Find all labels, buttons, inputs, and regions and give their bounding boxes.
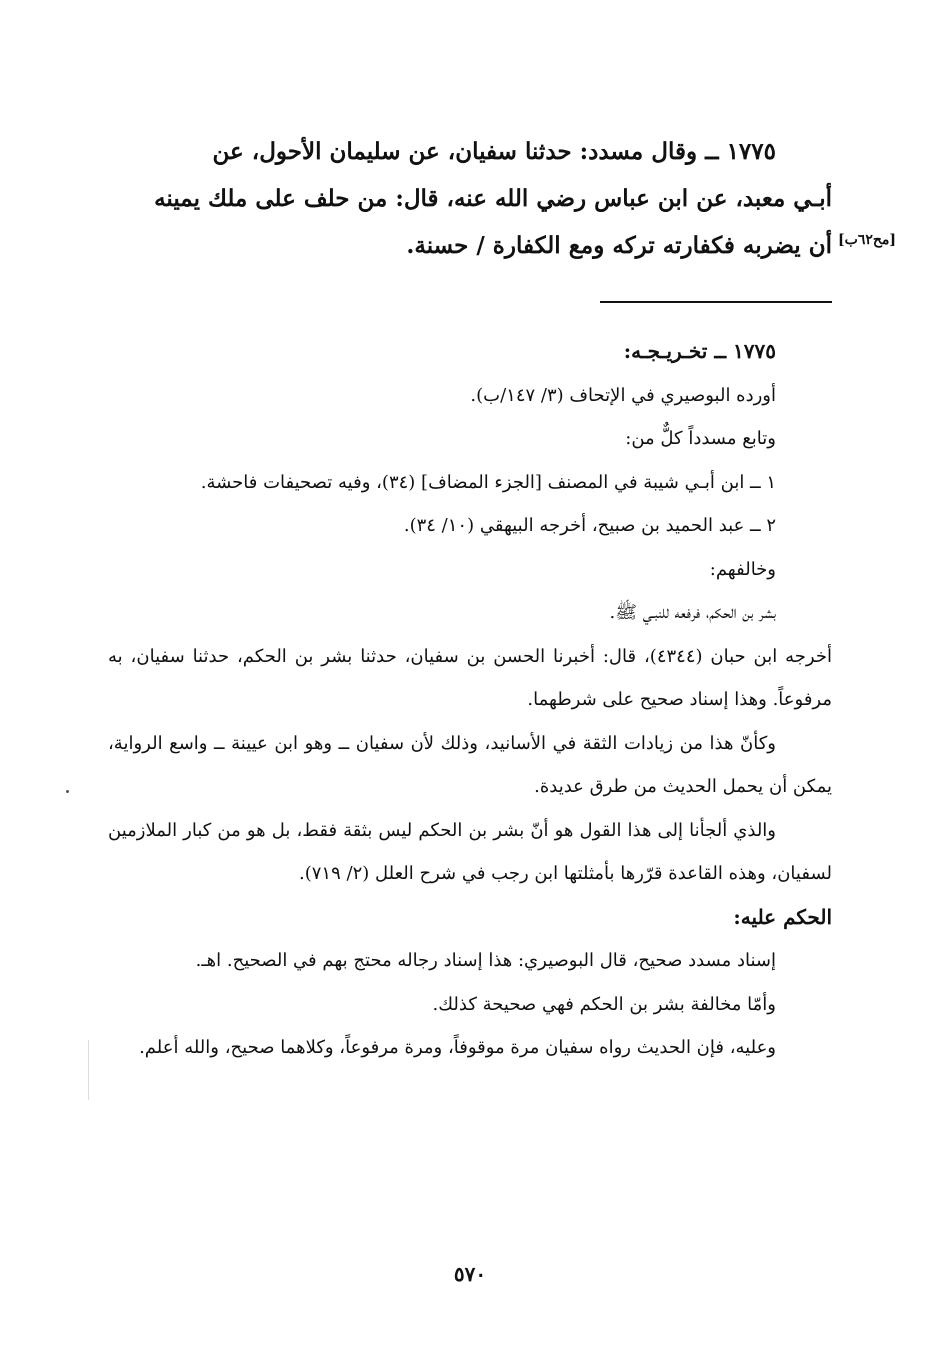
hadith-line-3: أن يضربه فكفارته تركه ومع الكفارة / حسنة. xyxy=(406,232,832,259)
ruling-heading: الحكم عليه: xyxy=(733,904,832,929)
note-paragraph: إسناد مسدد صحيح، قال البوصيري: هذا إسناد رجاله محتج بهم في الصحيح. اهـ. xyxy=(195,950,776,971)
note-paragraph: والذي ألجأنا إلى هذا القول هو أنّ بشر بن الحكم ليس بثقة فقط، بل هو من كبار الملازمين لسفيان، وهذه القاعدة قرّرها بأمثلتها ابن رجب في شرح العلل (٢/ ٧١٩). xyxy=(108,819,832,884)
note-paragraph: وخالفهم: xyxy=(709,558,776,580)
note-paragraph: ١ ــ ابن أبـي شيبة في المصنف [الجزء المضاف] (٣٤)، وفيه تصحيفات فاحشة. xyxy=(200,471,776,493)
hadith-text xyxy=(108,128,832,269)
manuscript-reference: [مح٦٢ب] xyxy=(838,232,897,248)
note-paragraph: وكأنّ هذا من زيادات الثقة في الأسانيد، وذلك لأن سفيان ــ وهو ابن عيينة ــ واسع الرواية، يمكن أن يحمل الحديث من طرق عديدة. xyxy=(108,732,832,797)
footnotes xyxy=(108,330,832,1070)
scan-speck xyxy=(66,790,69,793)
takhrij-heading: ١٧٧٥ ــ تخـريـجـه: xyxy=(623,339,776,363)
hadith-line-1: ١٧٧٥ ــ وقال مسدد: حدثنا سفيان، عن سليمان الأحول، عن xyxy=(212,138,776,165)
scan-edge-mark xyxy=(88,1040,89,1100)
note-paragraph: أخرجه ابن حبان (٤٣٤٤)، قال: أخبرنا الحسن بن سفيان، حدثنا بشر بن الحكم، حدثنا سفيان، به مرفوعاً. وهذا إسناد صحيح على شرطهما. xyxy=(108,645,832,710)
note-paragraph: بشر بن الحكم، فرفعه للنبـي ﷺ. xyxy=(609,602,776,623)
page-number: ٥٧٠ xyxy=(453,1262,487,1286)
hadith-line-2: أبـي معبد، عن ابن عباس رضي الله عنه، قال: من حلف على ملك يمينه xyxy=(154,185,832,212)
footnote-separator xyxy=(600,301,832,303)
note-paragraph: وأمّا مخالفة بشر بن الحكم فهي صحيحة كذلك. xyxy=(432,993,776,1015)
note-paragraph: وعليه، فإن الحديث رواه سفيان مرة موقوفاً، ومرة مرفوعاً، وكلاهما صحيح، والله أعلم. xyxy=(139,1037,776,1058)
note-paragraph: أورده البوصيري في الإتحاف (٣/ ١٤٧/ب). xyxy=(470,384,776,406)
note-paragraph: وتابع مسدداً كلٌّ من: xyxy=(625,428,776,449)
note-paragraph: ٢ ــ عبد الحميد بن صبيح، أخرجه البيهقي (١٠/ ٣٤). xyxy=(403,515,776,536)
